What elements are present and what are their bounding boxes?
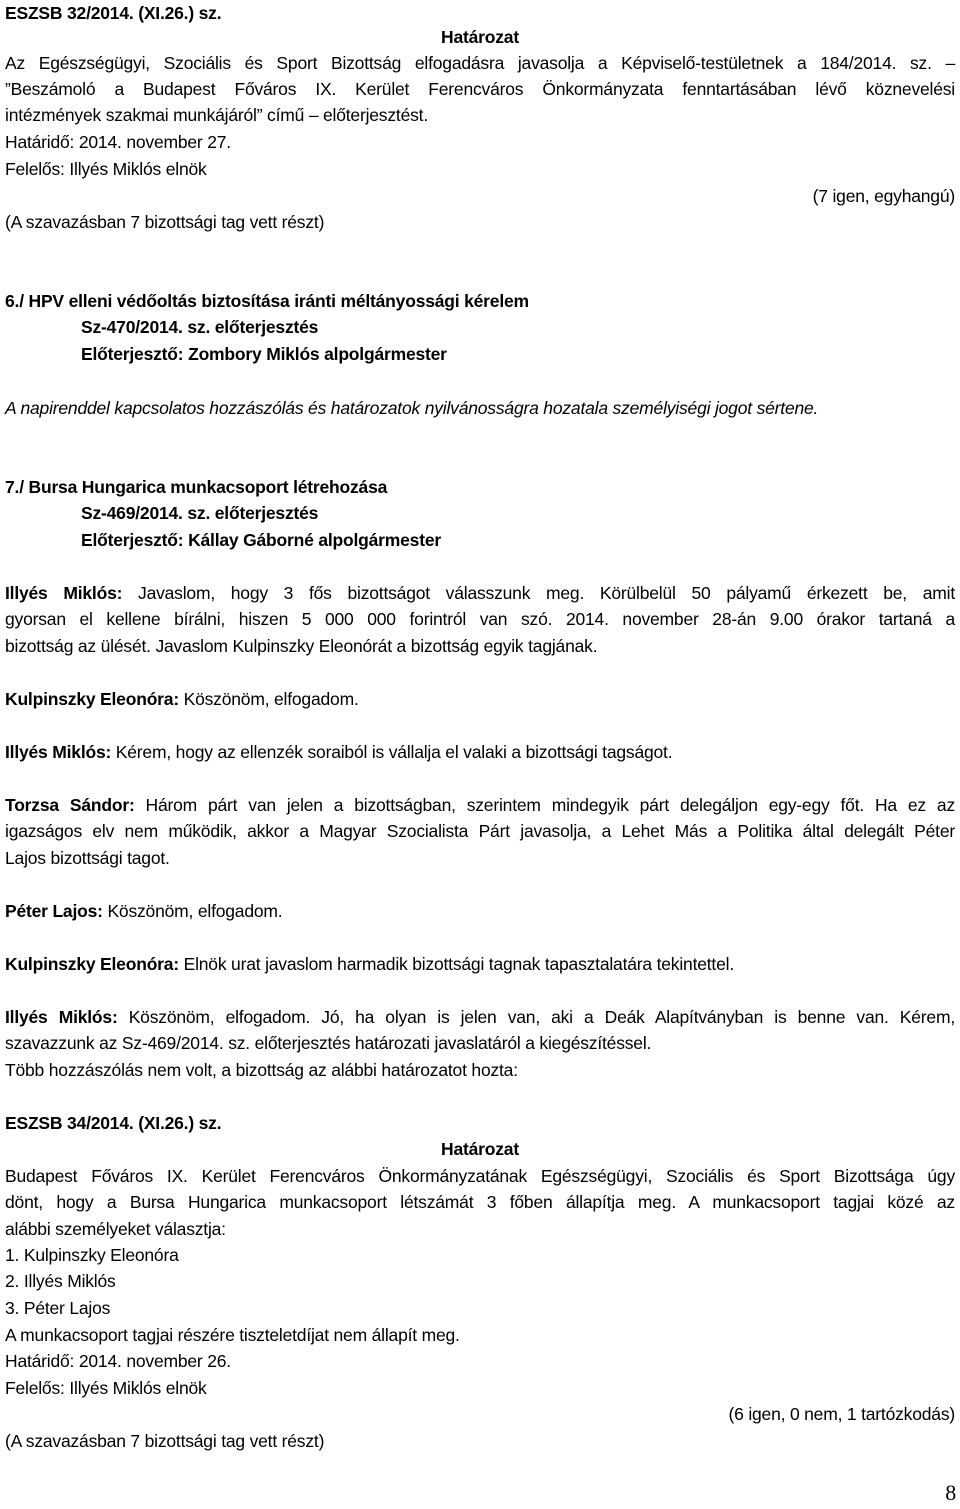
resolution-text-line: intézmények szakmai munkájáról” című – előterjesztést.: [5, 105, 428, 125]
speech-text: Javaslom, hogy 3 fős bizottságot válasszunk meg. Körülbelül 50 pályamű érkezett be, amit: [122, 583, 955, 603]
speech-text: Kérem, hogy az ellenzék soraiból is vállalja el valaki a bizottsági tagságot.: [111, 742, 673, 762]
resolution-title-32: ESZSB 32/2014. (XI.26.) sz.: [5, 3, 222, 23]
speaker-name: Illyés Miklós:: [5, 1007, 118, 1027]
privacy-note: A napirenddel kapcsolatos hozzászólás és határozatok nyilvánosságra hozatala személyiségi jogot sértene.: [5, 398, 819, 418]
resolution-text-line: Budapest Főváros IX. Kerület Ferencváros Önkormányzatának Egészségügyi, Szociális és Sport Bizottsága úgy: [5, 1166, 955, 1186]
speech-text: Köszönöm, elfogadom.: [102, 901, 283, 921]
member-list-item: 3. Péter Lajos: [5, 1298, 111, 1318]
page-number: 8: [945, 1480, 956, 1505]
agenda-item-7-title: 7./ Bursa Hungarica munkacsoport létrehozása: [5, 477, 388, 497]
deadline-text: Határidő: 2014. november 27.: [5, 132, 231, 152]
vote-participation: (A szavazásban 7 bizottsági tag vett részt): [5, 1431, 325, 1451]
speech-line: igazságos elv nem működik, akkor a Magyar Szocialista Párt javasolja, a Lehet Más a Politika által delegált Péter: [5, 821, 955, 841]
speech-line: [5, 686, 359, 712]
resolution-heading: Határozat: [441, 27, 519, 47]
speech-text: Elnök urat javaslom harmadik bizottsági tagnak tapasztalatára tekintettel.: [178, 954, 734, 974]
responsible-text: Felelős: Illyés Miklós elnök: [5, 1378, 207, 1398]
speech-line: [5, 580, 955, 606]
speech-line: szavazzunk az Sz-469/2014. sz. előterjesztés határozati javaslatáról a kiegészítéssel.: [5, 1033, 652, 1053]
resolution-text-line: dönt, hogy a Bursa Hungarica munkacsoport létszámát 3 főben állapítja meg. A munkacsoport tagjai közé az: [5, 1192, 955, 1212]
speaker-name: Illyés Miklós:: [5, 583, 123, 603]
speech-text: Köszönöm, elfogadom. Jó, ha olyan is jelen van, aki a Deák Alapítványban is benne van. Kérem,: [117, 1007, 955, 1027]
vote-result: (7 igen, egyhangú): [812, 186, 955, 206]
agenda-item-7-ref: Sz-469/2014. sz. előterjesztés: [81, 503, 319, 523]
vote-result: (6 igen, 0 nem, 1 tartózkodás): [728, 1404, 955, 1424]
vote-participation: (A szavazásban 7 bizottsági tag vett részt): [5, 212, 325, 232]
speech-text: Köszönöm, elfogadom.: [178, 689, 359, 709]
deadline-text: Határidő: 2014. november 26.: [5, 1351, 231, 1371]
agenda-item-7-presenter: Előterjesztő: Kállay Gáborné alpolgármester: [81, 530, 441, 550]
speaker-name: Kulpinszky Eleonóra:: [5, 954, 179, 974]
speech-line: gyorsan el kellene bírálni, hiszen 5 000 000 forintról van szó. 2014. november 28-án 9.00 órakor tartaná a: [5, 609, 955, 629]
fee-text: A munkacsoport tagjai részére tiszteletdíjat nem állapít meg.: [5, 1325, 460, 1345]
resolution-title-34: ESZSB 34/2014. (XI.26.) sz.: [5, 1113, 222, 1133]
agenda-item-6-title: 6./ HPV elleni védőoltás biztosítása iránti méltányossági kérelem: [5, 291, 529, 311]
responsible-text: Felelős: Illyés Miklós elnök: [5, 159, 207, 179]
agenda-item-6-presenter: Előterjesztő: Zombory Miklós alpolgármester: [81, 344, 447, 364]
speaker-name: Torzsa Sándor:: [5, 795, 135, 815]
speech-line: Lajos bizottsági tagot.: [5, 848, 170, 868]
closing-line: Több hozzászólás nem volt, a bizottság az alábbi határozatot hozta:: [5, 1060, 518, 1080]
speaker-name: Kulpinszky Eleonóra:: [5, 689, 179, 709]
agenda-item-6-ref: Sz-470/2014. sz. előterjesztés: [81, 317, 319, 337]
speech-line: [5, 739, 672, 765]
speech-line: bizottság az ülését. Javaslom Kulpinszky Eleonórát a bizottság egyik tagjának.: [5, 636, 598, 656]
speech-line: [5, 951, 734, 977]
speech-text: Három párt van jelen a bizottságban, szerintem mindegyik párt delegáljon egy-egy főt. Ha ez az: [134, 795, 956, 815]
resolution-text-line: alábbi személyeket választja:: [5, 1219, 226, 1239]
speech-line: [5, 792, 955, 818]
speech-line: [5, 1004, 955, 1030]
speech-line: [5, 898, 282, 924]
speaker-name: Péter Lajos:: [5, 901, 103, 921]
speaker-name: Illyés Miklós:: [5, 742, 112, 762]
member-list-item: 2. Illyés Miklós: [5, 1271, 116, 1291]
resolution-text-line: Az Egészségügyi, Szociális és Sport Bizottság elfogadásra javasolja a Képviselő-testületnek a 184/2014. sz. –: [5, 53, 955, 73]
member-list-item: 1. Kulpinszky Eleonóra: [5, 1245, 179, 1265]
resolution-text-line: ”Beszámoló a Budapest Főváros IX. Kerület Ferencváros Önkormányzata fenntartásában lévő köznevelési: [5, 79, 955, 99]
resolution-heading: Határozat: [441, 1139, 519, 1159]
